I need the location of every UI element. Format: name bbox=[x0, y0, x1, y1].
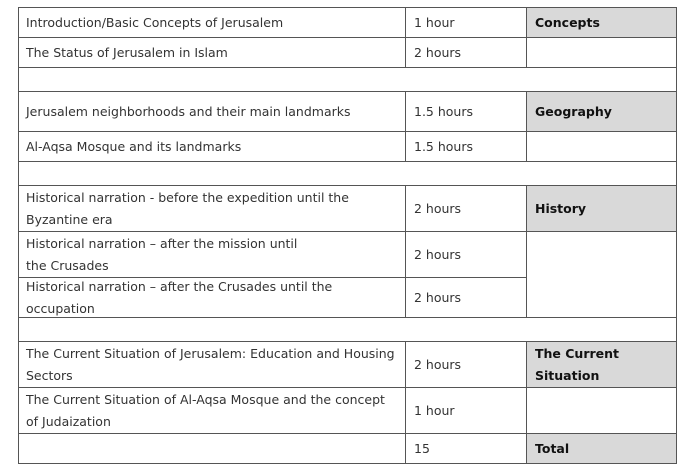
spacer-row bbox=[18, 161, 677, 186]
table-border bbox=[676, 231, 677, 318]
spacer-row bbox=[18, 317, 677, 342]
topic-cell bbox=[18, 277, 406, 318]
table-border bbox=[676, 37, 677, 68]
hours-text: 2 hours bbox=[414, 356, 462, 372]
topic-text: The Current Situation of Al-Aqsa Mosque and the concept of Judaization bbox=[26, 392, 385, 429]
topic-text: The Current Situation of Jerusalem: Education and Housing Sectors bbox=[26, 346, 395, 383]
topic-text: Jerusalem neighborhoods and their main landmarks bbox=[26, 103, 351, 119]
hours-text: 1.5 hours bbox=[414, 103, 473, 119]
hours-cell bbox=[405, 277, 527, 318]
hours-text: 2 hours bbox=[414, 289, 462, 305]
category-label: The Current Situation bbox=[535, 345, 620, 383]
category-history bbox=[526, 185, 677, 232]
hours-text: 2 hours bbox=[414, 246, 462, 262]
topic-cell bbox=[18, 7, 406, 38]
topic-text: Introduction/Basic Concepts of Jerusalem bbox=[26, 14, 284, 30]
hours-cell bbox=[405, 341, 527, 388]
topic-text: Historical narration – after the mission until the Crusades bbox=[26, 236, 298, 273]
hours-text: 2 hours bbox=[414, 44, 462, 60]
table-border bbox=[676, 387, 677, 434]
topic-cell bbox=[18, 91, 406, 132]
total-empty-cell bbox=[18, 433, 406, 464]
total-label: Total bbox=[535, 440, 570, 456]
hours-cell bbox=[405, 37, 527, 68]
topic-text: Historical narration - before the expedition until the Byzantine era bbox=[26, 190, 349, 227]
total-value-cell bbox=[405, 433, 527, 464]
topic-text: Al-Aqsa Mosque and its landmarks bbox=[26, 138, 242, 154]
hours-cell bbox=[405, 185, 527, 232]
hours-text: 2 hours bbox=[414, 200, 462, 216]
topic-cell bbox=[18, 231, 406, 278]
hours-text: 1 hour bbox=[414, 14, 455, 30]
category-current-situation bbox=[526, 341, 677, 388]
category-concepts bbox=[526, 7, 677, 38]
topic-text: The Status of Jerusalem in Islam bbox=[26, 44, 228, 60]
category-label: Geography bbox=[535, 103, 612, 119]
topic-cell bbox=[18, 185, 406, 232]
total-label-cell bbox=[526, 433, 677, 464]
category-label: History bbox=[535, 200, 587, 216]
topic-cell bbox=[18, 341, 406, 388]
total-value: 15 bbox=[414, 440, 430, 456]
topic-cell bbox=[18, 131, 406, 162]
hours-text: 1 hour bbox=[414, 402, 455, 418]
topic-text: Historical narration – after the Crusades until the occupation bbox=[26, 278, 333, 316]
hours-cell bbox=[405, 7, 527, 38]
hours-text: 1.5 hours bbox=[414, 138, 473, 154]
hours-cell bbox=[405, 131, 527, 162]
spacer-row bbox=[18, 67, 677, 92]
hours-cell bbox=[405, 231, 527, 278]
topic-cell bbox=[18, 387, 406, 434]
table-border bbox=[676, 131, 677, 162]
category-geography bbox=[526, 91, 677, 132]
hours-cell bbox=[405, 91, 527, 132]
category-label: Concepts bbox=[535, 14, 600, 30]
topic-cell bbox=[18, 37, 406, 68]
hours-cell bbox=[405, 387, 527, 434]
